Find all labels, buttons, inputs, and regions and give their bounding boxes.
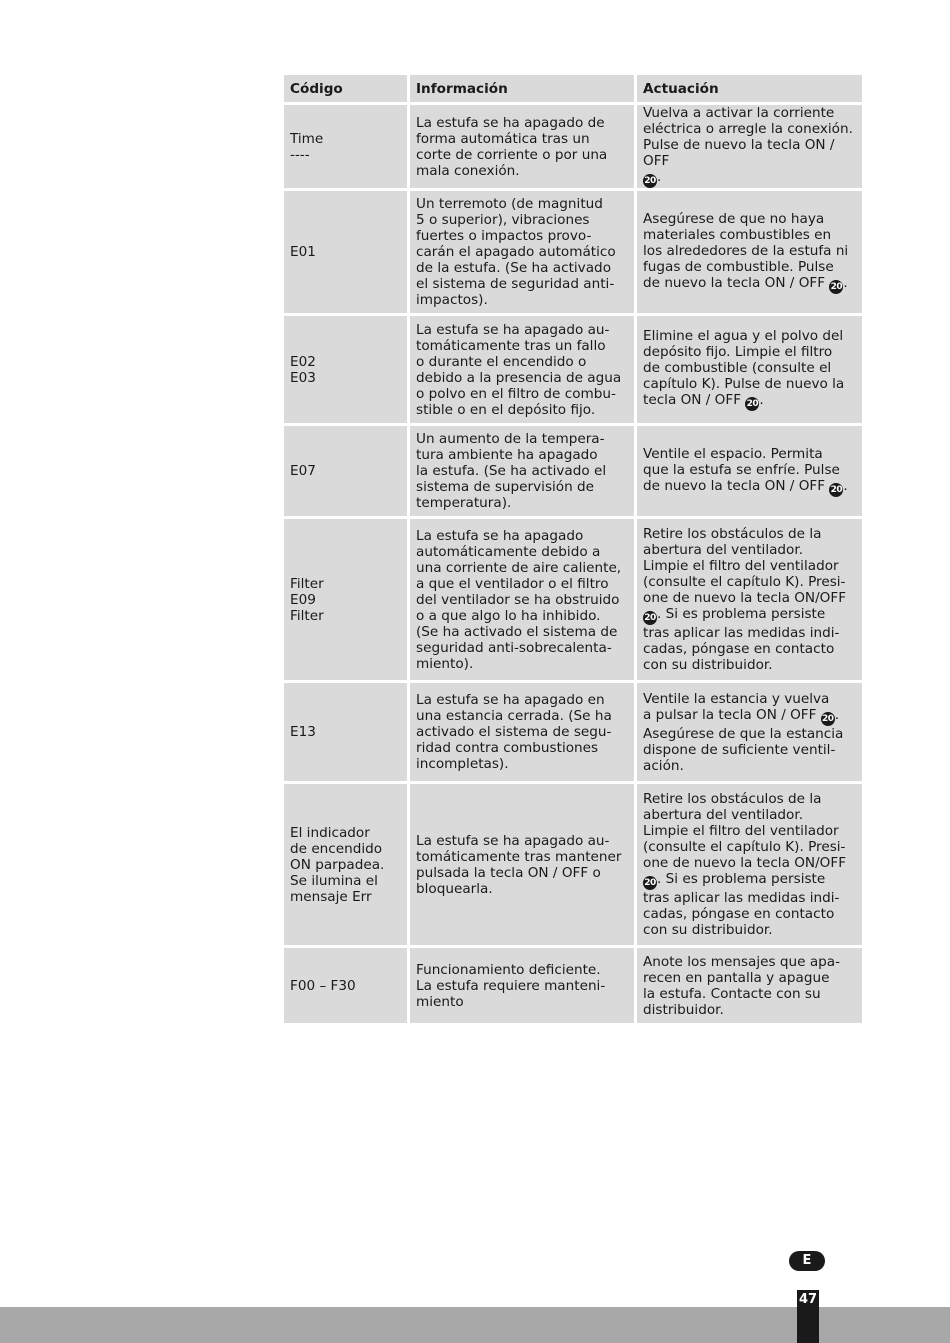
cell-code: F00 – F30 [284, 948, 410, 1026]
header-action: Actuación [637, 75, 862, 105]
cell-info: Funcionamiento deficiente. La estufa requiere manteni- miento [410, 948, 637, 1026]
cell-action: Ventile el espacio. Permita que la estufa se enfríe. Pulse de nuevo la tecla ON / OFF 20. [637, 426, 862, 519]
header-code: Código [284, 75, 410, 105]
cell-code: Filter E09 Filter [284, 519, 410, 683]
table-row [284, 426, 862, 519]
cell-info: La estufa se ha apagado en una estancia cerrada. (Se ha activado el sistema de segu- ridad contra combustiones incompletas). [410, 683, 637, 784]
cell-code: E02 E03 [284, 316, 410, 426]
cell-action: Vuelva a activar la corriente eléctrica o arregle la conexión. Pulse de nuevo la tecla ON / OFF 20. [637, 105, 862, 191]
cell-action: Elimine el agua y el polvo del depósito fijo. Limpie el filtro de combustible (consulte el capítulo K). Pulse de nuevo la tecla ON / OFF 20. [637, 316, 862, 426]
cell-info: La estufa se ha apagado au- tomáticamente tras mantener pulsada la tecla ON / OFF o bloquearla. [410, 784, 637, 948]
reference-number-icon: 20 [644, 878, 656, 888]
table-header-row [284, 75, 862, 105]
header-info: Información [410, 75, 637, 105]
cell-info: La estufa se ha apagado de forma automática tras un corte de corriente o por una mala conexión. [410, 105, 637, 191]
reference-number-icon: 20 [746, 399, 759, 409]
cell-info: Un aumento de la tempera- tura ambiente ha apagado la estufa. (Se ha activado el sistema de supervisión de temperatura). [410, 426, 637, 519]
table-row [284, 784, 862, 948]
cell-action: Retire los obstáculos de la abertura del ventilador. Limpie el filtro del ventilador (consulte el capítulo K). Presi- one de nuevo la tecla ON/OFF 20. Si es problema persiste tras aplicar las medidas indi- cadas, póngase en contacto con su distribuidor. [637, 519, 862, 683]
reference-number-icon: 20 [830, 281, 843, 292]
reference-number-icon: 20 [644, 613, 656, 623]
table-row [284, 519, 862, 683]
cell-code: E07 [284, 426, 410, 519]
cell-code: El indicador de encendido ON parpadea. Se ilumina el mensaje Err [284, 784, 410, 948]
cell-info: La estufa se ha apagado au- tomáticamente tras un fallo o durante el encendido o debido a la presencia de agua o polvo en el filtro de combu- stible o en el depósito fijo. [410, 316, 637, 426]
reference-number-icon: 20 [830, 484, 843, 495]
reference-number-icon: 20 [644, 176, 656, 186]
cell-info: Un terremoto (de magnitud 5 o superior), vibraciones fuertes o impactos provo- carán el apagado automático de la estufa. (Se ha activado el sistema de seguridad anti- impactos). [410, 191, 637, 316]
language-badge: E [789, 1251, 825, 1271]
table-row [284, 948, 862, 1026]
page-number: 47 [797, 1290, 819, 1343]
error-code-table [284, 75, 862, 1026]
table-row [284, 105, 862, 191]
cell-action: Anote los mensajes que apa- recen en pantalla y apague la estufa. Contacte con su distribuidor. [637, 948, 862, 1026]
cell-action: Asegúrese de que no haya materiales combustibles en los alrededores de la estufa ni fugas de combustible. Pulse de nuevo la tecla ON / OFF 20. [637, 191, 862, 316]
cell-code: Time ---- [284, 105, 410, 191]
table-row [284, 191, 862, 316]
cell-code: E01 [284, 191, 410, 316]
cell-action: Retire los obstáculos de la abertura del ventilador. Limpie el filtro del ventilador (consulte el capítulo K). Presi- one de nuevo la tecla ON/OFF 20. Si es problema persiste tras aplicar las medidas indi- cadas, póngase en contacto con su distribuidor. [637, 784, 862, 948]
cell-info: La estufa se ha apagado automáticamente debido a una corriente de aire caliente, a que el ventilador o el filtro del ventilador se ha obstruido o a que algo lo ha inhibido. (Se ha activado el sistema de seguridad anti-sobrecalenta- miento). [410, 519, 637, 683]
table-row [284, 683, 862, 784]
cell-code: E13 [284, 683, 410, 784]
cell-action: Ventile la estancia y vuelva a pulsar la tecla ON / OFF 20. Asegúrese de que la estancia dispone de suficiente ventil- ación. [637, 683, 862, 784]
reference-number-icon: 20 [822, 713, 834, 724]
table-row [284, 316, 862, 426]
